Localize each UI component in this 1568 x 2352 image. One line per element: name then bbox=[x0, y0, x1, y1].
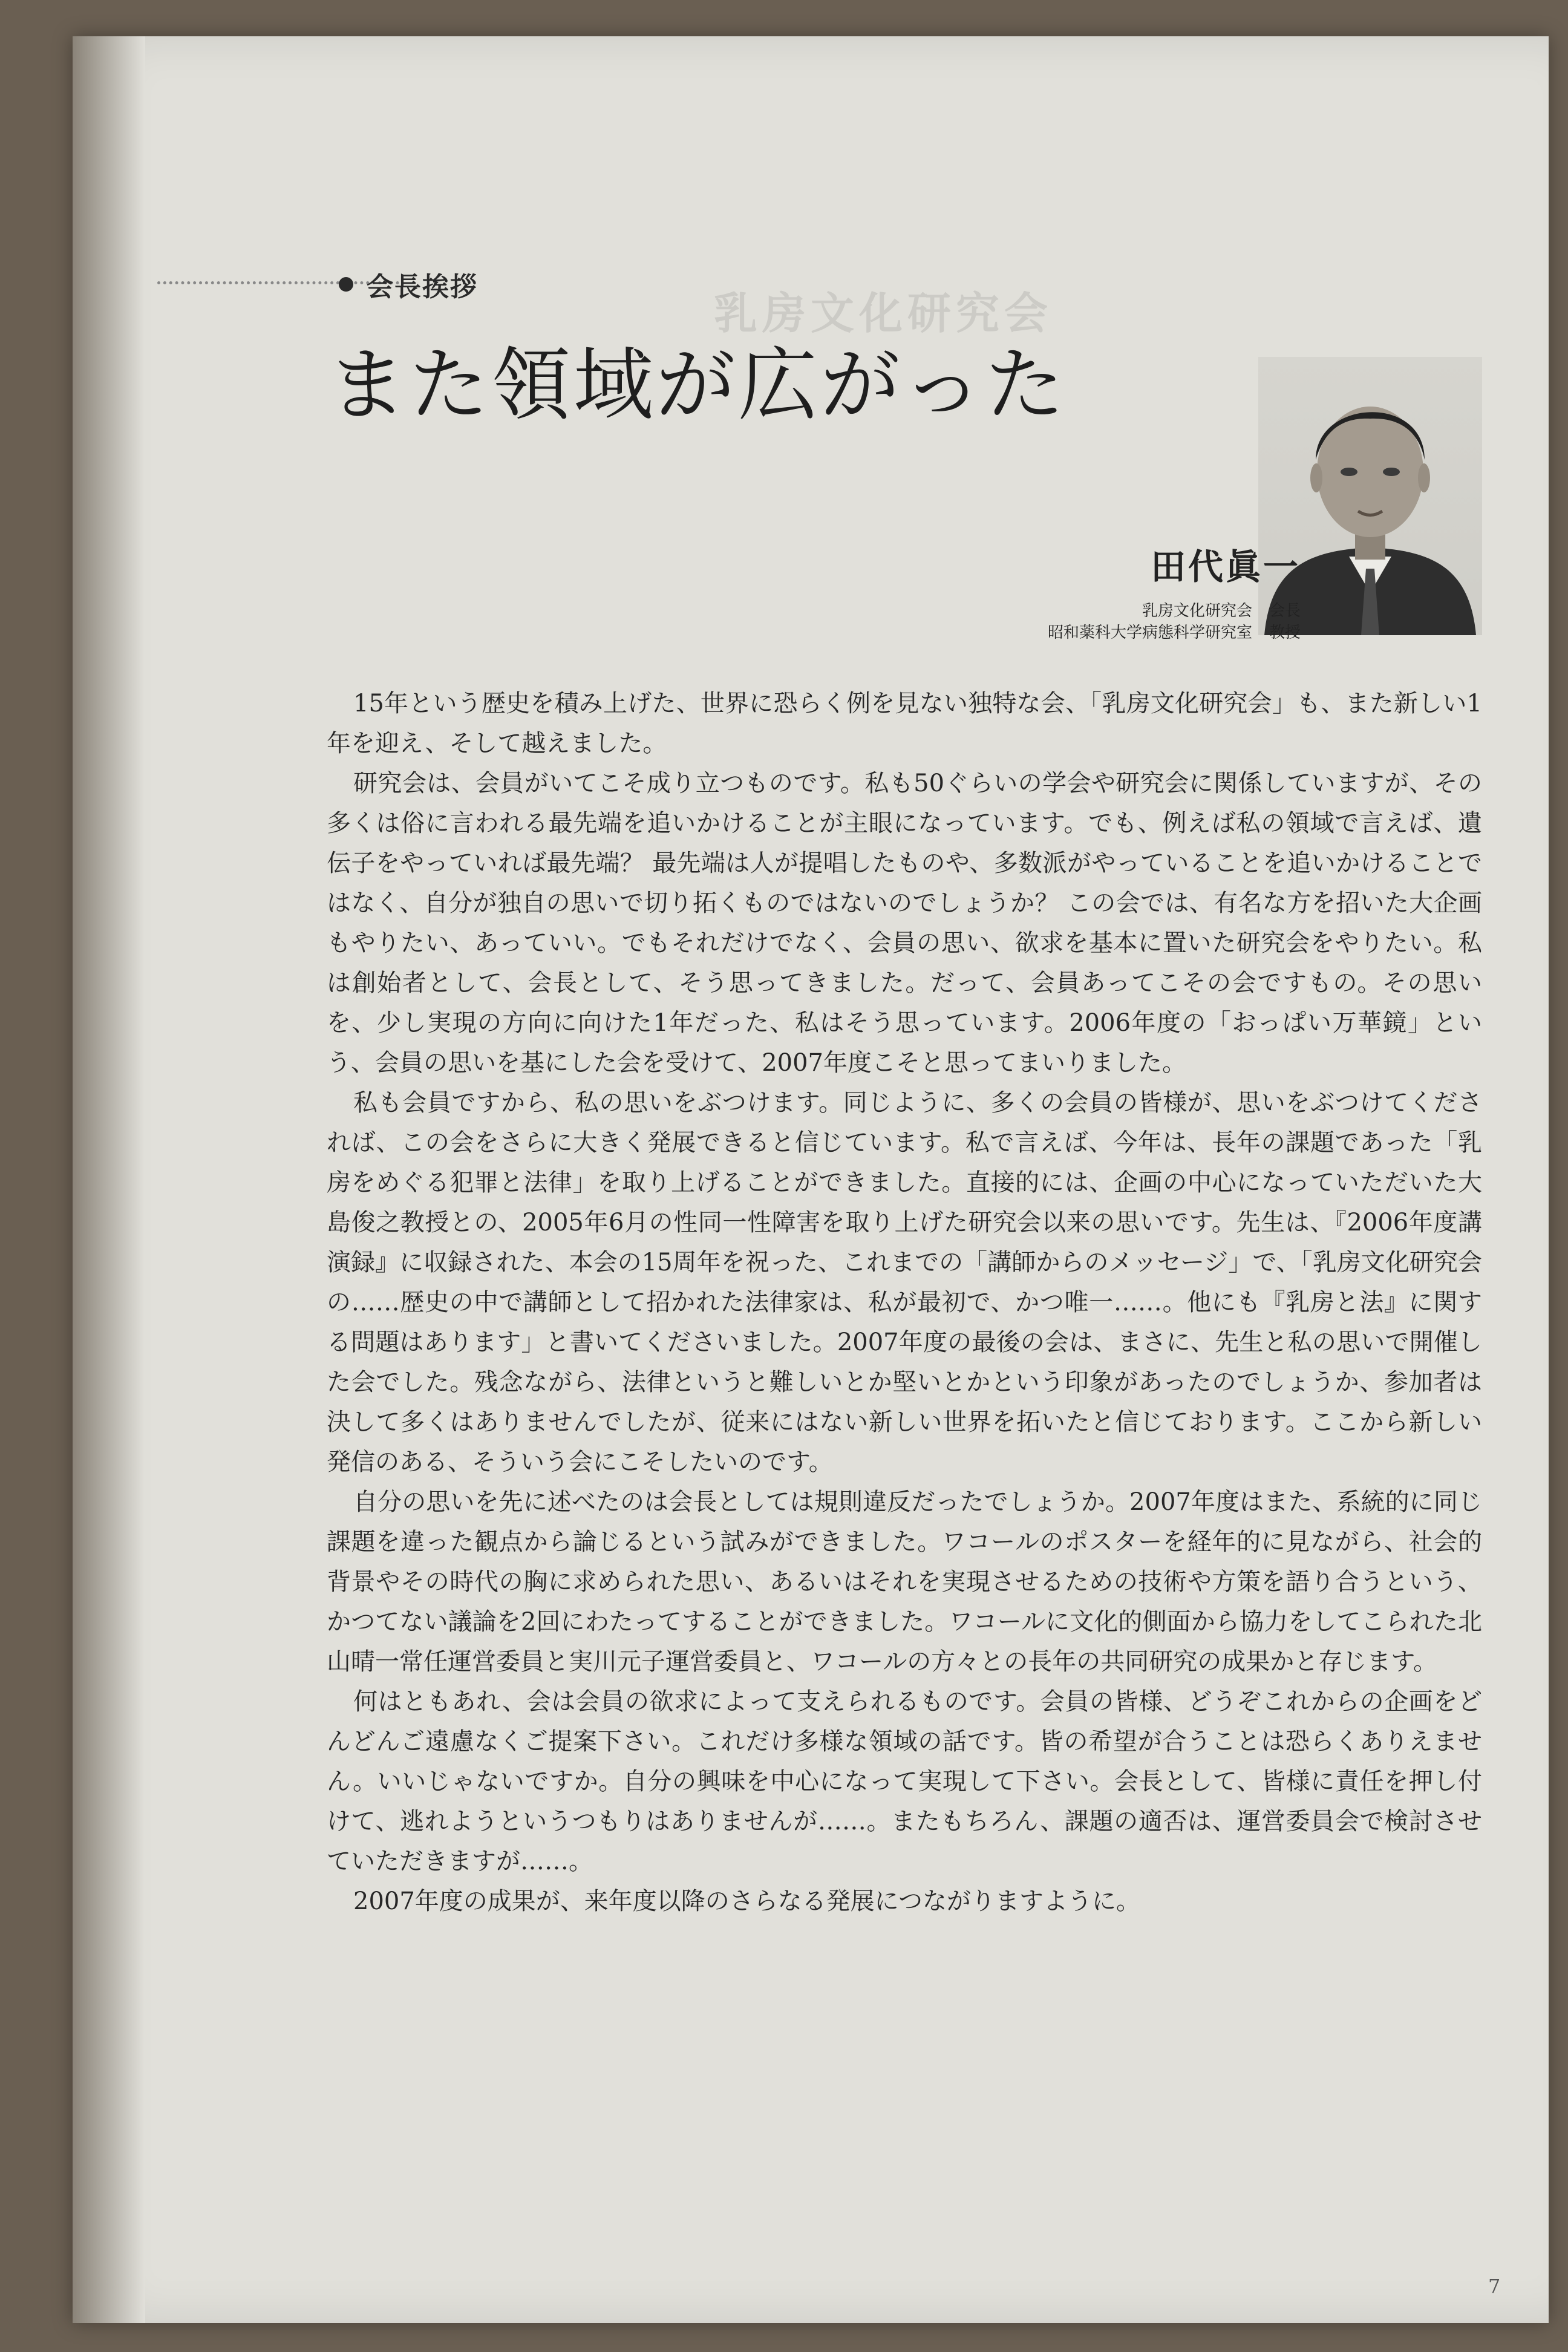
body-paragraph: 研究会は、会員がいてこそ成り立つものです。私も50ぐらいの学会や研究会に関係していますが、その多くは俗に言われる最先端を追いかけることが主眼になっています。でも、例えば私の領域で言えば、遺伝子をやっていれば最先端？ 最先端は人が提唱したものや、多数派がやっていることを追いかけることではなく、自分が独自の思いで切り拓くものではないのでしょうか？ この会では、有名な方を招いた大企画もやりたい、あっていい。でもそれだけでなく、会員の思い、欲求を基本に置いた研究会をやりたい。私は創始者として、会長として、そう思ってきました。だって、会員あってこその会ですもの。その思いを、少し実現の方向に向けた1年だった、私はそう思っています。2006年度の「おっぱい万華鏡」という、会員の思いを基にした会を受けて、2007年度こそと思ってまいりました。 bbox=[327, 769, 1482, 1077]
author-name: 田代眞一 bbox=[1150, 546, 1301, 587]
bullet-icon bbox=[339, 277, 353, 292]
body-paragraph: 2007年度の成果が、来年度以降のさらなる発展につながりますように。 bbox=[353, 1887, 1140, 1915]
affiliation-org: 昭和薬科大学病態科学研究室 bbox=[1047, 624, 1252, 642]
page-number: 7 bbox=[1488, 2275, 1501, 2298]
affiliation-role: 教授 bbox=[1269, 624, 1301, 642]
page-fold-shadow bbox=[73, 36, 145, 2323]
author-byline bbox=[1048, 538, 1301, 644]
body-paragraph: 私も会員ですから、私の思いをぶつけます。同じように、多くの会員の皆様が、思いをぶつけてくだされば、この会をさらに大きく発展できると信じています。私で言えば、今年は、長年の課題であった「乳房をめぐる犯罪と法律」を取り上げることができました。直接的には、企画の中心になっていただいた大島俊之教授との、2005年6月の性同一性障害を取り上げた研究会以来の思いです。先生は、『2006年度講演録』に収録された、本会の15周年を祝った、これまでの「講師からのメッセージ」で、「乳房文化研究会の……歴史の中で講師として招かれた法律家は、私が最初で、かつ唯一……。他にも『乳房と法』に関する問題はあります」と書いてくださいました。2007年度の最後の会は、まさに、先生と私の思いで開催した会でした。残念ながら、法律というと難しいとか堅いとかという印象があったのでしょうか、参加者は決して多くはありませんでしたが、従来にはない新しい世界を拓いたと信じております。ここから新しい発信のある、そういう会にこそしたいのです。 bbox=[327, 1089, 1482, 1476]
section-category bbox=[339, 263, 478, 305]
show-through-text: 乳房文化研究会 bbox=[714, 288, 1053, 339]
body-paragraph: 15年という歴史を積み上げた、世界に恐らく例を見ない独特な会、「乳房文化研究会」も、また新しい1年を迎え、そして越えました。 bbox=[327, 690, 1482, 757]
affiliation-org: 乳房文化研究会 bbox=[1142, 602, 1252, 620]
page bbox=[73, 36, 1549, 2323]
author-affiliation-line bbox=[1048, 622, 1301, 644]
category-label: 会長挨拶 bbox=[367, 272, 478, 302]
body-paragraph: 自分の思いを先に述べたのは会長としては規則違反だったでしょうか。2007年度はまた、系統的に同じ課題を違った観点から論じるという試みができました。ワコールのポスターを経年的に見ながら、社会的背景やその時代の胸に求められた思い、あるいはそれを実現させるための技術や方策を語り合うという、かつてない議論を2回にわたってすることができました。ワコールに文化的側面から協力をしてこられた北山晴一常任運営委員と実川元子運営委員と、ワコールの方々との長年の共同研究の成果かと存じます。 bbox=[327, 1488, 1482, 1676]
page-title: また領域が広がった bbox=[327, 339, 1067, 432]
body-paragraph: 何はともあれ、会は会員の欲求によって支えられるものです。会員の皆様、どうぞこれからの企画をどんどんご遠慮なくご提案下さい。これだけ多様な領域の話です。皆の希望が合うことは恐らくありえません。いいじゃないですか。自分の興味を中心になって実現して下さい。会長として、皆様に責任を押し付けて、逃れようというつもりはありませんが……。またもちろん、課題の適否は、運営委員会で検討させていただきますが……。 bbox=[327, 1688, 1482, 1875]
author-affiliation-line bbox=[1048, 600, 1301, 622]
article-body bbox=[327, 684, 1482, 1921]
affiliation-role: 会長 bbox=[1269, 602, 1301, 620]
